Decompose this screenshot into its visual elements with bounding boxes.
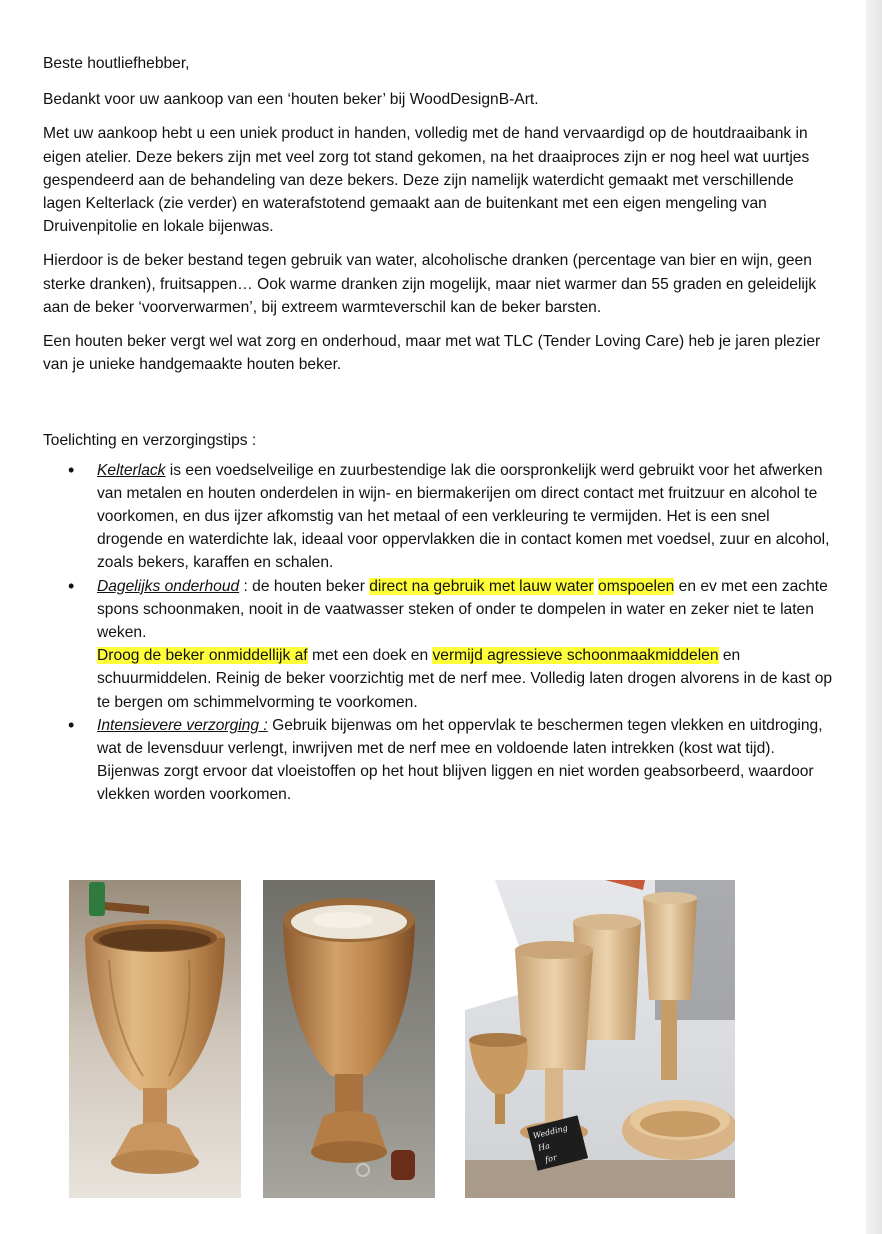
term-kelterlack: Kelterlack: [97, 461, 166, 479]
highlight-dry: Droog de beker onmiddellijk af: [97, 647, 308, 665]
greeting: Beste houtliefhebber,: [43, 55, 190, 72]
tips-list: [43, 459, 833, 807]
thanks-line: Bedankt voor uw aankoop van een ‘houten beker’ bij WoodDesignB-Art.: [43, 91, 539, 109]
tip-intensive-text: Gebruik bijenwas om het oppervlak te beschermen tegen vlekken en uitdroging, wat de levensduur verlengt, inwrijven met de nerf mee en voldoende laten intrekken (kost wat tijd). Bijenwas zorgt ervoor dat vloeistoffen op het hout blijven liggen en niet worden geabsorbeerd, waardoor vlekken worden voorkomen.: [97, 716, 823, 804]
tip-kelterlack: [97, 459, 833, 575]
highlight-rinse: direct na gebruik met lauw water: [369, 577, 594, 595]
tip-daily-text-4: met een doek en: [307, 647, 433, 665]
tip-daily-care: [97, 575, 833, 714]
highlight-omspoelen: omspoelen: [598, 577, 675, 595]
tip-intensive-care: [97, 714, 833, 807]
goblet-collection-photo: [465, 880, 735, 1198]
tips-heading: Toelichting en verzorgingstips :: [43, 432, 257, 450]
tip-kelterlack-text: is een voedselveilige en zuurbestendige lak die oorspronkelijk werd gebruikt voor het afwerken van metalen en houten onderdelen in wijn- en biermakerijen om direct contact met fruitzuur en alcohol te voorkomen, en dus ijzer afkomstig van het metaal of een verkleuring te vermijden. Het is een snel drogende en waterdichte lak, ideaal voor oppervlakken die in contact komen met voedsel, zuur en alcohol, zoals bekers, karaffen en schalen.: [97, 461, 830, 572]
sign-text-line-2: Ha: [537, 1141, 551, 1153]
goblet-with-beer-photo: [263, 880, 435, 1198]
tip-daily-text-5: en schuurmiddelen. Reinig de beker voorzichtig met de nerf mee. Volledig laten drogen alvorens in de kast op te bergen om schimmelvorming te voorkomen.: [97, 647, 833, 711]
sign-text-line-1: Wedding: [532, 1123, 569, 1141]
sign-text-line-3: for: [544, 1152, 558, 1165]
paragraph-product: Met uw aankoop hebt u een uniek product in handen, volledig met de hand vervaardigd op de houtdraaibank in eigen atelier. Deze bekers zijn met veel zorg tot stand gekomen, na het draaiproces zijn er nog heel wat uurtjes gespendeerd aan de behandeling van deze bekers. Deze zijn namelijk waterdicht gemaakt met verschillende lagen Kelterlack (zie verder) en waterafstotend gemaakt aan de buitenkant met een eigen mengeling van Druivenpitolie en lokale bijenwas.: [43, 125, 810, 236]
highlight-avoid-detergents: vermijd agressieve schoonmaakmiddelen: [432, 647, 719, 665]
letter-body: [43, 52, 833, 807]
term-daily-care: Dagelijks onderhoud: [97, 577, 240, 595]
wooden-goblet-photo: [69, 880, 241, 1198]
paragraph-care: Een houten beker vergt wel wat zorg en onderhoud, maar met wat TLC (Tender Loving Care) heb je jaren plezier van je unieke handgemaakte houten beker.: [43, 333, 821, 374]
tip-daily-text-3: en ev met een zachte spons schoonmaken, nooit in de vaatwasser steken of onder te dompelen in water en zeker niet te laten weken.: [97, 577, 828, 642]
tip-daily-text-1: : de houten beker: [239, 577, 370, 595]
page-edge: [866, 0, 882, 1234]
paragraph-usage: Hierdoor is de beker bestand tegen gebruik van water, alcoholische dranken (percentage van bier en wijn, geen sterke dranken), fruitsappen… Ook warme dranken zijn mogelijk, maar niet warmer dan 55 graden en geleidelijk aan de beker ‘voorverwarmen’, bij extreem warmteverschil kan de beker barsten.: [43, 252, 817, 316]
term-intensive-care: Intensievere verzorging :: [97, 716, 268, 734]
